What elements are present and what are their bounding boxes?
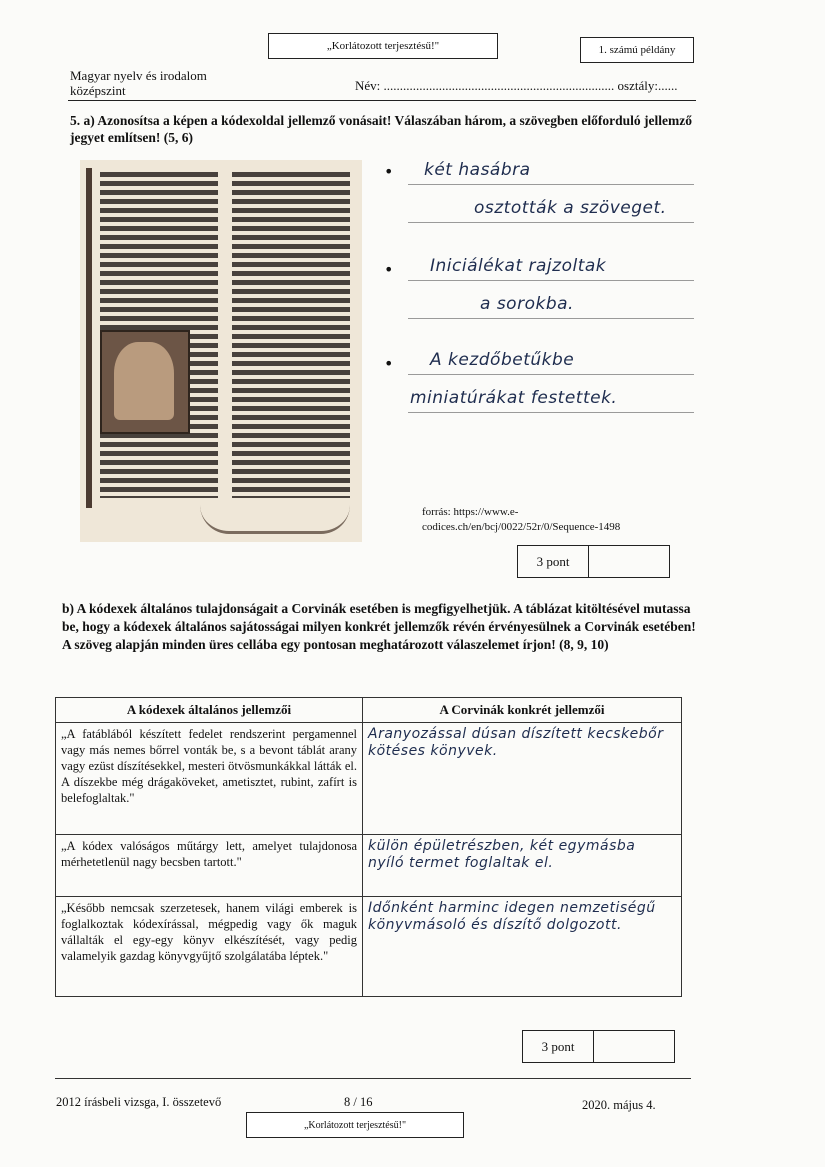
page-number: 8 / 16 [344,1095,373,1109]
answer-line [408,412,694,413]
table-header-general: A kódexek általános jellemzői [56,698,363,723]
exam-date: 2020. május 4. [582,1098,656,1112]
image-source-citation [422,505,672,535]
footer-divider [55,1078,691,1079]
answer-line [408,222,694,223]
answer-cell[interactable]: Aranyozással dúsan díszített kecskebőr kötéses könyvek. [363,723,682,835]
question-5a-prompt: 5. a) Azonosítsa a képen a kódexoldal jellemző vonásait! Válaszában három, a szövegben előforduló jellemző jegyet említsen! (5, 6) [70,113,692,145]
table-row [56,897,682,997]
manuscript-flourish-decoration [200,505,350,534]
answer-line [408,184,694,185]
codex-page-image [80,160,362,542]
answer-3-line-2: miniatúrákat festettek. [410,388,618,408]
header-divider [68,100,696,101]
answer-line [408,280,694,281]
restricted-distribution-footer-label: „Korlátozott terjesztésű!" [246,1112,464,1138]
score-box-5b [522,1030,675,1063]
general-trait-cell: „A fatáblából készített fedelet rendszerint pergamennel vagy más nemes bőrrel vonták be, s a bevont táblát arany vagy ezüst díszítésekkel, mesteri ötvösmunkákkal látták el. A díszekbe még drágaköveket, ametisztet, rubint, zafírt is belefoglaltak." [56,723,363,835]
answer-line [408,318,694,319]
exam-identifier: 2012 írásbeli vizsga, I. összetevő [56,1095,222,1109]
bullet-3: • [384,354,394,373]
score-input-cell[interactable] [589,546,669,577]
subject-line-2: középszint [70,83,126,98]
score-input-cell[interactable] [594,1031,674,1062]
table-row [56,835,682,897]
subject-line-1: Magyar nyelv és irodalom [70,68,207,83]
source-line-2: codices.ch/en/bcj/0022/52r/0/Sequence-1498 [422,521,621,533]
general-trait-cell: „Később nemcsak szerzetesek, hanem világi emberek is foglalkoztak kódexírással, mégpedig vagy ők maguk vállalták el egy-egy könyv elkészítését, vagy pedig valamelyik gazdag könyvgyűjtő szolgálatába léptek." [56,897,363,997]
bullet-2: • [384,260,394,279]
general-trait-cell: „A kódex valóságos műtárgy lett, amelyet tulajdonosa mérhetetlenül nagy becsben tartott." [56,835,363,897]
manuscript-text-column-right [232,172,350,498]
manuscript-border-decoration [86,168,92,508]
miniature-figure [114,342,174,420]
answer-2-line-2: a sorokba. [480,294,574,314]
copy-number-label: 1. számú példány [580,37,694,63]
manuscript-illuminated-initial [100,330,190,434]
answer-1-line-1: két hasábra [424,160,531,180]
answer-2-line-1: Iniciálékat rajzoltak [430,256,607,276]
score-label: 3 pont [523,1031,594,1062]
question-5b-prompt: b) A kódexek általános tulajdonságait a Corvinák esetében is megfigyelhetjük. A táblázat kitöltésével mutassa be, hogy a kódexek általános sajátosságai milyen konkrét jellemzők révén érvényesülnek a Corvinák esetében! A szöveg alapján minden üres cellába egy pontosan meghatározott válaszelemet írjon! (8, 9, 10) [62,601,696,652]
subject-title [70,68,207,98]
score-box-5a [517,545,670,578]
restricted-distribution-label: „Korlátozott terjesztésű!" [268,33,498,59]
table-row [56,723,682,835]
answer-cell[interactable]: Időnként harminc idegen nemzetiségű könyvmásoló és díszítő dolgozott. [363,897,682,997]
bullet-1: • [384,162,394,181]
score-label: 3 pont [518,546,589,577]
comparison-table [55,697,682,997]
name-class-field: Név: ....................................................................... osztály:...... [355,78,678,93]
answer-cell[interactable]: külön épületrészben, két egymásba nyíló termet foglaltak el. [363,835,682,897]
table-header-corvina: A Corvinák konkrét jellemzői [363,698,682,723]
answer-line [408,374,694,375]
answer-1-line-2: osztották a szöveget. [474,198,667,218]
answer-3-line-1: A kezdőbetűkbe [430,350,575,370]
source-line-1: forrás: https://www.e- [422,506,519,518]
